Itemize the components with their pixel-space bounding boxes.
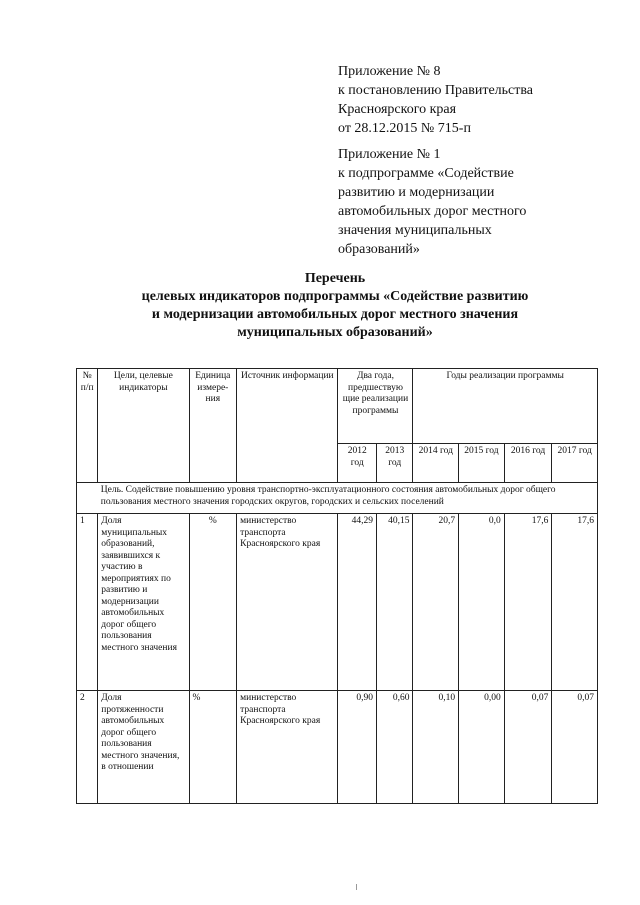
title-line: и модернизации автомобильных дорог местного значения — [151, 307, 519, 322]
row-value: 0,60 — [376, 691, 413, 804]
appendix-8-line: Красноярского края — [338, 102, 457, 117]
header-year: 2016 год — [504, 444, 552, 483]
row-value: 0,90 — [338, 691, 377, 804]
goal-text: Цель. Содействие повышению уровня транспортно-эксплуатационного состояния автомобильных дорог общего пользования местного значения городских округов, городских и сельских поселений — [98, 483, 598, 514]
header-year: 2017 год — [552, 444, 598, 483]
goal-row — [77, 483, 598, 514]
row-source: министерство транспорта Красноярского края — [237, 514, 338, 691]
table-row — [77, 691, 598, 804]
title-line: Перечень — [304, 271, 366, 286]
appendix-1-block — [338, 145, 628, 259]
header-unit: Единица измере-ния — [189, 369, 237, 483]
row-source: министерство транспорта Красноярского края — [237, 691, 338, 804]
appendix-8-line: к постановлению Правительства — [338, 83, 534, 98]
appendix-8-line: Приложение № 8 — [338, 64, 441, 79]
title-line: целевых индикаторов подпрограммы «Содействие развитию — [141, 289, 529, 304]
row-value: 40,15 — [376, 514, 413, 691]
scan-artifact — [356, 884, 357, 890]
table-row — [77, 514, 598, 691]
header-year: 2015 год — [459, 444, 505, 483]
row-unit: % — [189, 691, 237, 804]
row-value: 0,10 — [413, 691, 459, 804]
appendix-1-line: к подпрограмме «Содействие — [338, 166, 514, 181]
header-source: Источник информации — [237, 369, 338, 483]
appendix-1-line: развитию и модернизации — [338, 185, 495, 200]
header-impl-years: Годы реализации программы — [413, 369, 598, 444]
row-num: 1 — [77, 514, 98, 691]
appendix-1-line: Приложение № 1 — [338, 147, 441, 162]
header-prev-years: Два года, предшествую щие реализации программы — [338, 369, 413, 444]
appendix-8-block — [338, 62, 628, 138]
row-unit: % — [189, 514, 237, 691]
appendix-1-line: значения муниципальных — [338, 223, 492, 238]
header-num: № п/п — [77, 369, 98, 483]
header-row — [77, 369, 598, 444]
row-value: 17,6 — [552, 514, 598, 691]
row-value: 20,7 — [413, 514, 459, 691]
title-line: муниципальных образований» — [237, 325, 433, 340]
row-value: 0,07 — [552, 691, 598, 804]
row-num: 2 — [77, 691, 98, 804]
goal-spacer — [77, 483, 98, 514]
row-indicator: Доля протяженности автомобильных дорог общего пользования местного значения, в отношении — [98, 691, 189, 804]
header-year: 2013 год — [376, 444, 413, 483]
row-value: 44,29 — [338, 514, 377, 691]
row-indicator: Доля муниципальных образований, заявившихся к участию в мероприятиях по развитию и модернизации автомобильных дорог общего пользования местного значения — [98, 514, 189, 691]
header-goals: Цели, целевые индикаторы — [98, 369, 189, 483]
appendix-8-line: от 28.12.2015 № 715-п — [338, 121, 471, 136]
row-value: 0,07 — [504, 691, 552, 804]
header-year: 2012 год — [338, 444, 377, 483]
row-value: 0,00 — [459, 691, 505, 804]
document-title — [90, 270, 580, 342]
row-value: 17,6 — [504, 514, 552, 691]
row-value: 0,0 — [459, 514, 505, 691]
indicators-table — [76, 368, 598, 804]
header-year: 2014 год — [413, 444, 459, 483]
appendix-1-line: автомобильных дорог местного — [338, 204, 527, 219]
appendix-1-line: образований» — [338, 242, 420, 257]
